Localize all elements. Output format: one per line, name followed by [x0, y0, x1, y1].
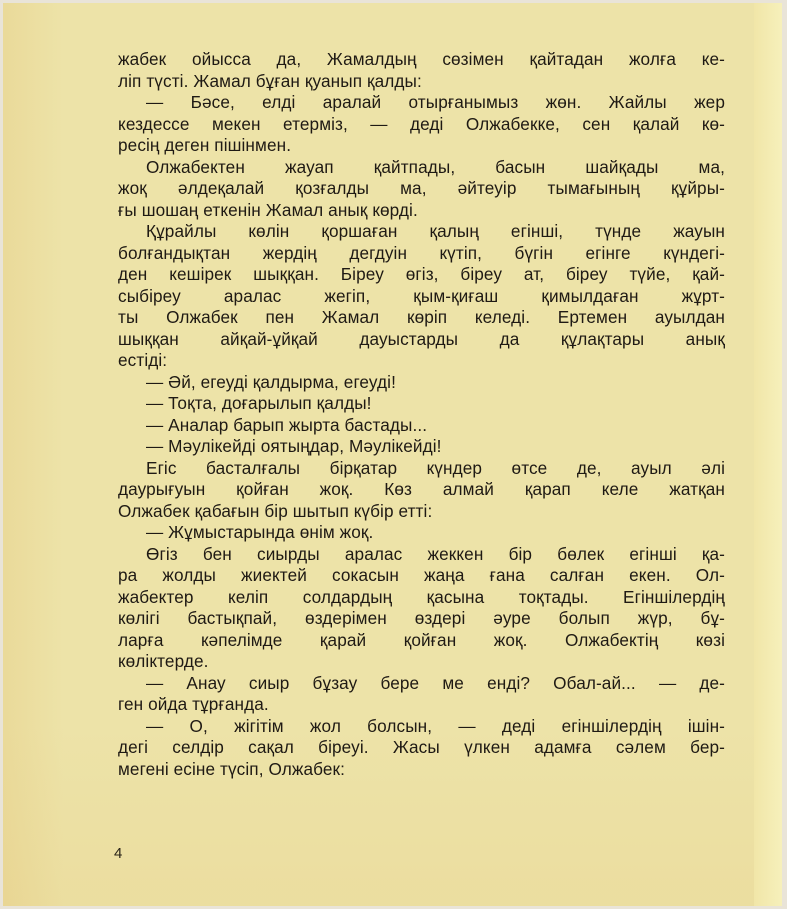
text-line: — Аналар барып жырта бастады...	[146, 414, 428, 435]
text-line: — Жұмыстарында өнім жоқ.	[146, 522, 374, 542]
text-line: — Бәсе, елді аралай отырғанымыз жөн. Жайлы жер	[146, 92, 725, 112]
text-line: ресің деген пішінмен.	[118, 135, 292, 155]
text-line: Олжабектен жауап қайтпады, басын шайқады ма,	[146, 156, 725, 177]
text-line: Олжабек қабағын бір шытып күбір етті:	[118, 500, 433, 521]
text-line: — О, жігітім жол болсын, — деді егіншілердің ішін-	[146, 715, 725, 736]
text-line: ра жолды жиектей сокасын жаңа ғана салған екен. Ол-	[118, 565, 725, 585]
body-text	[118, 49, 725, 780]
text-line: — Мәулікейді оятыңдар, Мәулікейді!	[146, 436, 442, 456]
text-line: жоқ әлдеқалай қозғалды ма, әйтеуір тымағының құйры-	[118, 178, 725, 198]
text-line: мегені есіне түсіп, Олжабек:	[118, 758, 346, 779]
text-line: көлігі бастықпай, өздерімен өздері әуре болып жүр, бұ-	[118, 608, 725, 628]
page-number: 4	[114, 845, 123, 862]
text-line: — Анау сиыр бұзау бере ме енді? Обал-ай... — де-	[146, 672, 725, 693]
page-edge-strip	[754, 3, 782, 906]
text-line: ғы шошаң еткенін Жамал анық көрді.	[118, 199, 418, 220]
text-line: ден кешірек шыққан. Біреу өгіз, біреу ат, біреу түйе, қай-	[118, 264, 725, 284]
text-line: көліктерде.	[118, 651, 209, 671]
text-line: Өгіз бен сиырды аралас жеккен бір бөлек егінші қа-	[146, 543, 725, 564]
text-line: дегі селдір сақал біреуі. Жасы үлкен адамға сәлем бер-	[118, 737, 725, 757]
book-page	[3, 3, 782, 906]
text-line: ты Олжабек пен Жамал көріп келеді. Ертемен ауылдан	[118, 307, 725, 327]
text-line: естіді:	[118, 350, 168, 370]
text-line: кездессе мекен етерміз, — деді Олжабекке, сен қалай кө-	[118, 113, 725, 134]
text-line: жабек ойысса да, Жамалдың сөзімен қайтадан жолға ке-	[118, 49, 725, 69]
text-line: жабектер келіп солдардың қасына тоқтады. Егіншілердің	[118, 586, 725, 607]
text-line: ларға кәпелімде қарай қойған жоқ. Олжабектің көзі	[118, 629, 725, 650]
text-line: ген ойда тұрғанда.	[118, 694, 269, 714]
text-line: шыққан айқай-ұйқай дауыстарды да құлақтары анық	[118, 328, 725, 349]
text-line: — Тоқта, доғарылып қалды!	[146, 393, 372, 413]
text-line: сыбіреу аралас жегіп, қым-қиғаш қимылдаған жұрт-	[118, 285, 725, 306]
text-line: болғандықтан жердің дегдуін күтіп, бүгін егінге күндегі-	[118, 242, 725, 263]
text-line: даурығуын қойған жоқ. Көз алмай қарап келе жатқан	[118, 479, 725, 499]
text-line: Құрайлы көлін қоршаған қалың егінші, түнде жауын	[146, 221, 725, 241]
text-line: ліп түсті. Жамал бұған қуанып қалды:	[118, 70, 422, 91]
text-line: — Әй, егеуді қалдырма, егеуді!	[146, 371, 396, 392]
text-line: Егіс басталғалы бірқатар күндер өтсе де, ауыл әлі	[146, 457, 725, 478]
